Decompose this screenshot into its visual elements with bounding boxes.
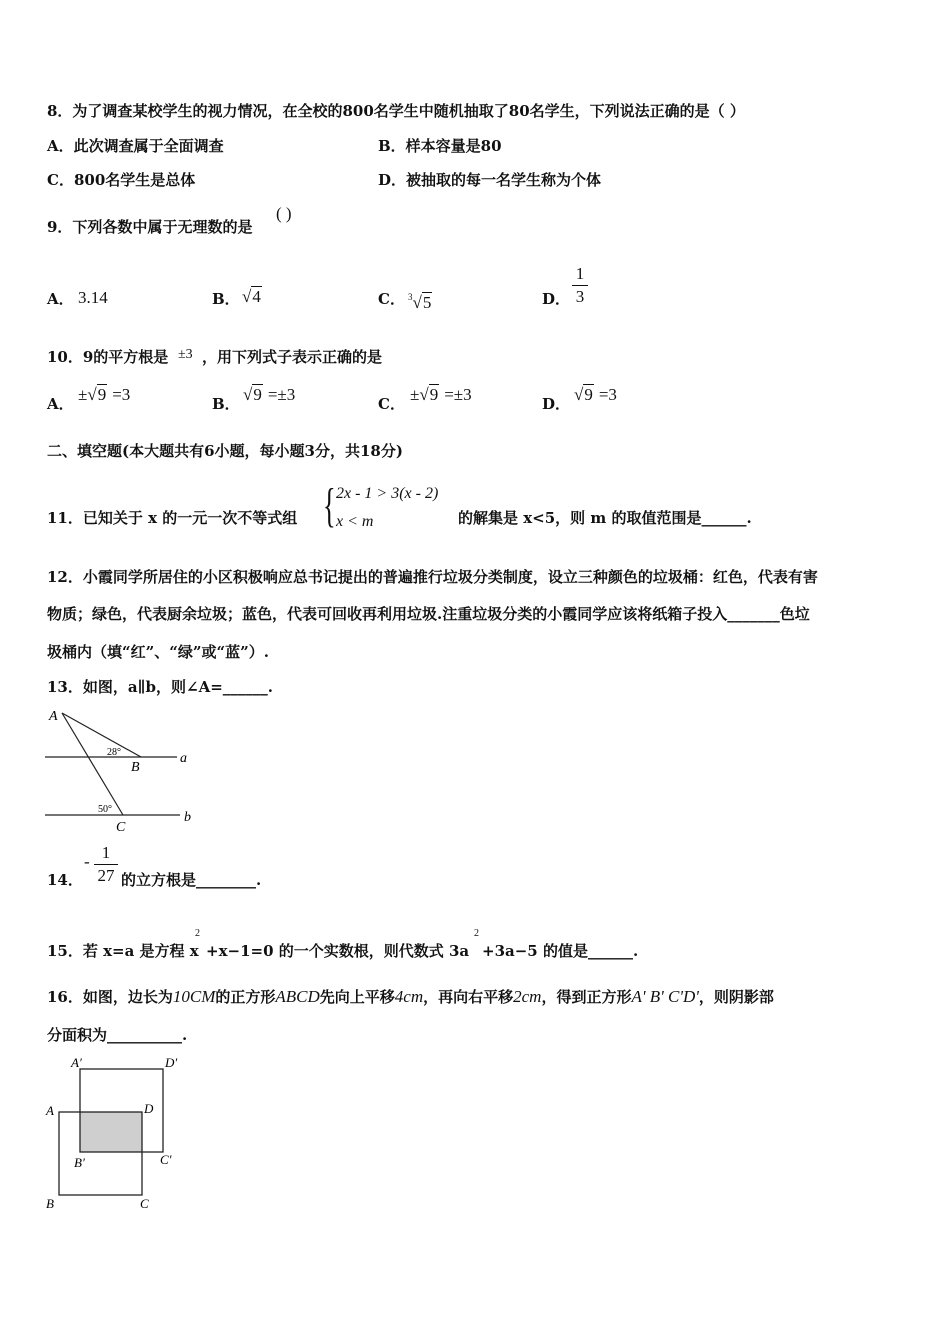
q10-option-d-expr (574, 385, 617, 405)
plus-minus: ± (410, 385, 420, 404)
q10-label-b: B． (212, 395, 240, 413)
radical-sign: √ (412, 293, 422, 312)
numerator: 1 (575, 264, 585, 283)
point-b-label: B (131, 760, 140, 775)
q11-system-line2: x < m (336, 513, 374, 530)
radicand: 9 (584, 385, 593, 404)
label-a-prime: A′ (71, 1055, 82, 1070)
q8-option-d: D．被抽取的每一名学生称为个体 (378, 171, 602, 189)
q14-fraction (94, 843, 118, 886)
q8-stem: 8．为了调查某校学生的视力情况，在全校的800名学生中随机抽取了80名学生，下列说法正确的是（ ） (47, 102, 745, 120)
q10-stem-end: ，用下列式子表示正确的是 (202, 348, 383, 366)
denominator: 27 (97, 866, 115, 885)
q15-sup1: 2 (195, 928, 200, 939)
q8-option-c: C．800名学生是总体 (47, 171, 196, 189)
q9-option-c-cuberoot (408, 287, 432, 313)
q13-figure (40, 700, 210, 840)
q12-line1: 12．小霞同学所居住的小区积极响应总书记提出的普遍推行垃圾分类制度，设立三种颜色的垃圾桶：红色，代表有害 (47, 568, 818, 586)
label-b-prime: B′ (74, 1155, 85, 1170)
q15-sup2: 2 (474, 928, 479, 939)
radical-sign: √ (242, 287, 252, 306)
q16-side-length: 10CM (172, 987, 216, 1006)
radicand: 9 (429, 385, 439, 404)
q15-part3: +3a−5 的值是______. (482, 942, 639, 960)
q16-text-e: 先向上平移 (319, 988, 395, 1006)
q16-text-a: 16．如图，边长为 (47, 988, 173, 1006)
label-d-prime: D′ (165, 1055, 178, 1070)
segment-ac (62, 713, 123, 815)
section-2-heading: 二、填空题(本大题共有6小题，每小题3分，共18分) (47, 442, 403, 460)
result: =±3 (444, 385, 472, 404)
result: =±3 (267, 385, 296, 404)
q9-paren: ( ) (276, 204, 292, 223)
q9-label-a: A． (47, 290, 74, 308)
radicand: 4 (252, 287, 261, 306)
shaded-region (80, 1112, 142, 1152)
point-a-label: A (49, 709, 58, 724)
q9-label-d: D． (542, 290, 571, 308)
q16-square-name: ABCD (275, 987, 320, 1006)
q16-text-g: ，再向右平移 (423, 988, 514, 1006)
radical-sign: √ (574, 385, 584, 404)
q9-label-c: C． (378, 290, 405, 308)
plus-minus: ± (78, 385, 88, 404)
q9-option-d-fraction (572, 264, 588, 307)
q11-stem-start: 11．已知关于 x 的一元一次不等式组 (47, 509, 298, 527)
q9-option-b-sqrt (242, 287, 262, 307)
q10-label-d: D． (542, 395, 571, 413)
q10-stem-start: 10．9的平方根是 (47, 348, 169, 366)
radicand: 9 (253, 385, 262, 404)
q16-figure (40, 1050, 190, 1220)
q9-label-b: B． (212, 290, 240, 308)
q11-stem-end: 的解集是 x<5，则 m 的取值范围是______. (458, 509, 752, 527)
q16-text-i: ，得到正方形 (541, 988, 632, 1006)
q16-up-distance: 4cm (394, 987, 424, 1006)
q16-right-distance: 2cm (513, 987, 542, 1006)
q9-option-a-value: 3.14 (78, 288, 108, 307)
radical-sign: √ (419, 385, 429, 404)
q16-text-k: ，则阴影部 (698, 988, 774, 1006)
q15-part1: 15．若 x=a 是方程 x (47, 942, 199, 960)
q10-option-b-expr (243, 385, 295, 405)
label-d: D (144, 1101, 154, 1116)
angle-b-label: 28° (107, 747, 121, 758)
denominator: 3 (575, 287, 585, 306)
q12-line3: 圾桶内（填“红”、“绿”或“蓝”）. (47, 643, 269, 661)
q10-option-a-expr (78, 385, 130, 405)
radicand: 5 (422, 293, 432, 312)
q12-line2: 物质；绿色，代表厨余垃圾；蓝色，代表可回收再利用垃圾.注重垃圾分类的小霞同学应该将纸箱子投入_______色垃 (47, 605, 810, 623)
q13-stem: 13．如图，a∥b，则∠A=______. (47, 678, 274, 696)
numerator: 1 (101, 843, 111, 862)
result: =3 (112, 385, 131, 404)
q11-system-line1: 2x - 1 > 3(x - 2) (336, 485, 439, 502)
q8-option-b: B．样本容量是80 (378, 137, 502, 155)
q16-text-c: 的正方形 (215, 988, 276, 1006)
q10-option-c-expr (410, 385, 472, 405)
angle-c-label: 50° (98, 804, 112, 815)
radicand: 9 (97, 385, 107, 404)
q16-line2: 分面积为__________. (47, 1026, 188, 1044)
q16-new-square-name: A' B' C'D' (631, 987, 699, 1006)
line-a-label: a (180, 751, 187, 766)
segment-ab (62, 713, 141, 757)
q8-option-a: A．此次调查属于全面调查 (47, 137, 224, 155)
root-index: 3 (408, 292, 413, 302)
label-c: C (140, 1196, 149, 1211)
q10-label-c: C． (378, 395, 405, 413)
label-c-prime: C′ (160, 1152, 172, 1167)
q10-label-a: A． (47, 395, 74, 413)
q15-part2: +x−1=0 的一个实数根，则代数式 3a (206, 942, 470, 960)
q10-stem-value: ±3 (178, 347, 193, 362)
q14-stem-end: 的立方根是________. (121, 871, 262, 889)
q9-stem: 9．下列各数中属于无理数的是 (47, 218, 253, 236)
q14-sign: - (84, 852, 90, 871)
result: =3 (598, 385, 617, 404)
radical-sign: √ (87, 385, 97, 404)
label-b: B (46, 1196, 54, 1211)
q16-line1 (47, 987, 774, 1007)
brace-icon: { (323, 479, 336, 532)
radical-sign: √ (243, 385, 253, 404)
label-a: A (46, 1103, 54, 1118)
point-c-label: C (116, 820, 126, 835)
line-b-label: b (184, 810, 191, 825)
q14-label: 14． (47, 871, 83, 889)
